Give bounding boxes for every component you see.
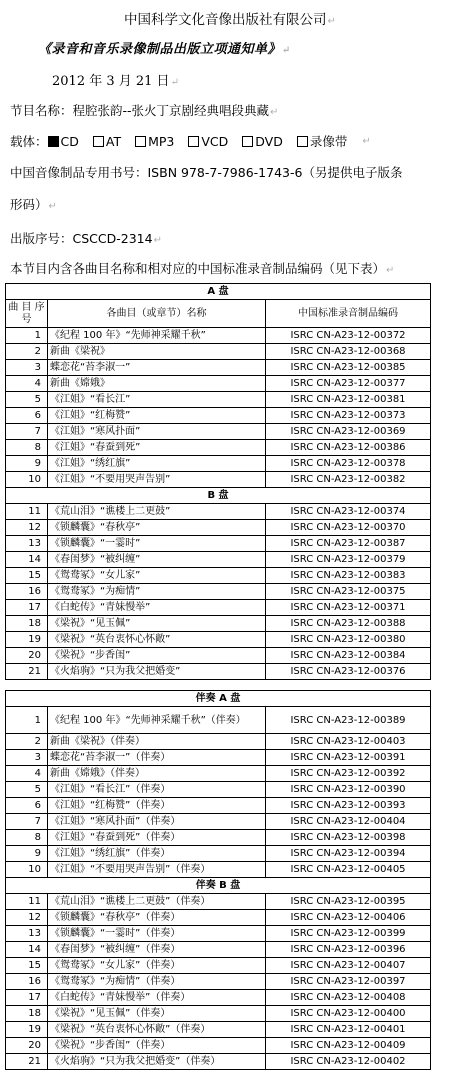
- track-number: 1: [6, 328, 48, 344]
- track-name: 《江姐》“看长江”（伴奏）: [48, 782, 266, 798]
- publication-number: 出版序号：CSCCD-2314↵: [10, 231, 162, 246]
- track-number: 5: [6, 392, 48, 408]
- track-name: 《火焰驹》“只为我父把婚变”（伴奏）: [48, 1054, 266, 1070]
- checkbox-icon: [188, 136, 199, 147]
- isrc-code: ISRC CN-A23-12-00409: [266, 1038, 431, 1054]
- track-number: 8: [6, 440, 48, 456]
- track-name: 《鸳鸯冢》“为痴情”（伴奏）: [48, 974, 266, 990]
- isrc-code: ISRC CN-A23-12-00382: [266, 472, 431, 488]
- table-row: [6, 600, 431, 616]
- track-name: 蝶恋花“苔李淑一”: [48, 360, 266, 376]
- track-number: 14: [6, 552, 48, 568]
- track-number: 2: [6, 734, 48, 750]
- media-option[interactable]: [135, 134, 174, 149]
- track-number: 21: [6, 664, 48, 680]
- table-row: [6, 424, 431, 440]
- track-number: 20: [6, 648, 48, 664]
- table-row: [6, 1054, 431, 1070]
- table-row: [6, 552, 431, 568]
- track-name: 《江姐》“寒风扑面”: [48, 424, 266, 440]
- track-number: 5: [6, 782, 48, 798]
- checkbox-icon: [297, 136, 308, 147]
- isrc-code: ISRC CN-A23-12-00387: [266, 536, 431, 552]
- track-name: 蝶恋花“苔李淑一”（伴奏）: [48, 750, 266, 766]
- track-number: 21: [6, 1054, 48, 1070]
- track-name: 《锁麟囊》“春秋亭”: [48, 520, 266, 536]
- checkbox-icon: [93, 136, 104, 147]
- table-row: [6, 664, 431, 680]
- table-intro: 本节目内含各曲目名称和相对应的中国标准录音制品编码（见下表）↵: [10, 261, 395, 276]
- table-row: [6, 1006, 431, 1022]
- table-row: [6, 568, 431, 584]
- table-row: [6, 734, 431, 750]
- track-name: 《火焰驹》“只为我父把婚变”: [48, 664, 266, 680]
- track-number: 3: [6, 360, 48, 376]
- track-number: 13: [6, 536, 48, 552]
- isrc-code: ISRC CN-A23-12-00374: [266, 504, 431, 520]
- isrc-code: ISRC CN-A23-12-00390: [266, 782, 431, 798]
- track-number: 6: [6, 798, 48, 814]
- track-name: 《江姐》“寒风扑面”（伴奏）: [48, 814, 266, 830]
- table-row: [6, 392, 431, 408]
- track-name: 《荒山泪》“谯楼上二更鼓”: [48, 504, 266, 520]
- track-number: 18: [6, 616, 48, 632]
- table-row: [6, 990, 431, 1006]
- isrc-code: ISRC CN-A23-12-00405: [266, 862, 431, 878]
- isrc-code: ISRC CN-A23-12-00381: [266, 392, 431, 408]
- table-row: [6, 504, 431, 520]
- column-header: 中国标准录音制品编码: [266, 300, 431, 328]
- table-row: [6, 782, 431, 798]
- table-row: [6, 616, 431, 632]
- isbn-line: 中国音像制品专用书号：ISBN 978-7-7986-1743-6（另提供电子版条: [10, 165, 403, 180]
- track-table: [5, 283, 431, 680]
- track-number: 19: [6, 1022, 48, 1038]
- isrc-code: ISRC CN-A23-12-00368: [266, 344, 431, 360]
- track-number: 7: [6, 424, 48, 440]
- track-name: 《锁麟囊》“一霎时”（伴奏）: [48, 926, 266, 942]
- track-name: 《梁祝》“英台衷怀心怀敞”: [48, 632, 266, 648]
- table-row: [6, 520, 431, 536]
- media-option[interactable]: [242, 134, 283, 149]
- isrc-code: ISRC CN-A23-12-00392: [266, 766, 431, 782]
- track-name: 《梁祝》“见玉佩”（伴奏）: [48, 1006, 266, 1022]
- isrc-code: ISRC CN-A23-12-00380: [266, 632, 431, 648]
- table-row: [6, 536, 431, 552]
- isrc-code: ISRC CN-A23-12-00369: [266, 424, 431, 440]
- track-name: 《江姐》“春蚕到死”: [48, 440, 266, 456]
- media-carrier-row: 载体： CD AT MP3 VCD DVD 录像带 ↵: [10, 133, 371, 149]
- track-number: 1: [6, 707, 48, 734]
- disc-section-label: A 盘: [6, 284, 431, 300]
- track-name: 新曲《嫦娥》（伴奏）: [48, 766, 266, 782]
- track-number: 17: [6, 990, 48, 1006]
- track-name: 《鸳鸯冢》“女儿家”: [48, 568, 266, 584]
- track-number: 8: [6, 830, 48, 846]
- isrc-code: ISRC CN-A23-12-00389: [266, 707, 431, 734]
- track-number: 18: [6, 1006, 48, 1022]
- media-option[interactable]: [48, 134, 79, 149]
- table-row: [6, 472, 431, 488]
- isrc-code: ISRC CN-A23-12-00388: [266, 616, 431, 632]
- document-date: 2012 年 3 月 21 日↵: [52, 74, 179, 89]
- isrc-code: ISRC CN-A23-12-00401: [266, 1022, 431, 1038]
- track-name: 《江姐》“绣红旗”（伴奏）: [48, 846, 266, 862]
- isrc-code: ISRC CN-A23-12-00407: [266, 958, 431, 974]
- track-name: 《荒山泪》“谯楼上二更鼓”（伴奏）: [48, 894, 266, 910]
- accompaniment-table: [5, 690, 431, 1070]
- isrc-code: ISRC CN-A23-12-00403: [266, 734, 431, 750]
- track-number: 3: [6, 750, 48, 766]
- table-row: [6, 632, 431, 648]
- table-row: [6, 456, 431, 472]
- table-row: [6, 1022, 431, 1038]
- media-option-label: 录像带: [309, 134, 348, 149]
- track-number: 15: [6, 568, 48, 584]
- table-row: [6, 830, 431, 846]
- table-row: [6, 648, 431, 664]
- track-number: 16: [6, 584, 48, 600]
- isrc-code: ISRC CN-A23-12-00384: [266, 648, 431, 664]
- table-row: [6, 974, 431, 990]
- track-number: 6: [6, 408, 48, 424]
- disc-section-row: [6, 488, 431, 504]
- table-row: [6, 584, 431, 600]
- media-option-label: MP3: [148, 133, 175, 149]
- track-number: 12: [6, 520, 48, 536]
- isrc-code: ISRC CN-A23-12-00406: [266, 910, 431, 926]
- isrc-code: ISRC CN-A23-12-00395: [266, 894, 431, 910]
- disc-section-row: [6, 691, 431, 707]
- track-name: 《江姐》“不要用哭声告别”（伴奏）: [48, 862, 266, 878]
- track-name: 《江姐》“红梅赞”: [48, 408, 266, 424]
- table-header-row: [6, 300, 431, 328]
- table-row: [6, 376, 431, 392]
- isrc-code: ISRC CN-A23-12-00383: [266, 568, 431, 584]
- track-name: 《梁祝》“步香闺”: [48, 648, 266, 664]
- isrc-code: ISRC CN-A23-12-00372: [266, 328, 431, 344]
- track-number: 10: [6, 472, 48, 488]
- track-number: 12: [6, 910, 48, 926]
- track-name: 《锁麟囊》“一霎时”: [48, 536, 266, 552]
- track-number: 20: [6, 1038, 48, 1054]
- table-row: [6, 958, 431, 974]
- track-number: 9: [6, 456, 48, 472]
- isrc-code: ISRC CN-A23-12-00398: [266, 830, 431, 846]
- isrc-code: ISRC CN-A23-12-00375: [266, 584, 431, 600]
- isrc-code: ISRC CN-A23-12-00393: [266, 798, 431, 814]
- table-row: [6, 360, 431, 376]
- track-name: 《春闺梦》“被纠缠”（伴奏）: [48, 942, 266, 958]
- track-name: 《春闺梦》“被纠缠”: [48, 552, 266, 568]
- disc-section-label: 伴奏 B 盘: [6, 878, 431, 894]
- isrc-code: ISRC CN-A23-12-00386: [266, 440, 431, 456]
- track-name: 《江姐》“绣红旗”: [48, 456, 266, 472]
- company-title: 中国科学文化音像出版社有限公司↵: [124, 12, 336, 28]
- track-name: 新曲《梁祝》: [48, 344, 266, 360]
- media-option-label: AT: [105, 133, 122, 149]
- table-row: [6, 862, 431, 878]
- disc-section-label: B 盘: [6, 488, 431, 504]
- media-option[interactable]: [297, 132, 348, 150]
- checkbox-icon: [242, 136, 253, 147]
- table-row: [6, 942, 431, 958]
- track-name: 《锁麟囊》“春秋亭”（伴奏）: [48, 910, 266, 926]
- track-name: 《江姐》“红梅赞”（伴奏）: [48, 798, 266, 814]
- isrc-code: ISRC CN-A23-12-00376: [266, 664, 431, 680]
- table-row: [6, 894, 431, 910]
- isrc-code: ISRC CN-A23-12-00396: [266, 942, 431, 958]
- track-number: 11: [6, 894, 48, 910]
- isrc-code: ISRC CN-A23-12-00370: [266, 520, 431, 536]
- table-row: [6, 440, 431, 456]
- table-row: [6, 1038, 431, 1054]
- table-row: [6, 910, 431, 926]
- track-number: 10: [6, 862, 48, 878]
- isbn-line-continued: 形码）↵: [10, 197, 57, 212]
- track-number: 19: [6, 632, 48, 648]
- isrc-code: ISRC CN-A23-12-00385: [266, 360, 431, 376]
- program-name: 节目名称：程腔张韵--张火丁京剧经典唱段典藏↵: [10, 103, 279, 118]
- column-header: 曲 目 序号: [6, 300, 48, 328]
- media-option-label: CD: [60, 133, 79, 149]
- media-option[interactable]: [188, 134, 228, 149]
- track-number: 4: [6, 766, 48, 782]
- isrc-code: ISRC CN-A23-12-00402: [266, 1054, 431, 1070]
- media-label: 载体：: [10, 134, 48, 149]
- isrc-code: ISRC CN-A23-12-00408: [266, 990, 431, 1006]
- table-row: [6, 344, 431, 360]
- isrc-code: ISRC CN-A23-12-00399: [266, 926, 431, 942]
- media-option-label: DVD: [255, 133, 283, 149]
- table-row: [6, 408, 431, 424]
- isrc-code: ISRC CN-A23-12-00404: [266, 814, 431, 830]
- track-name: 《梁祝》“步香闺”（伴奏）: [48, 1038, 266, 1054]
- track-name: 《白蛇传》“青妹慢举”（伴奏）: [48, 990, 266, 1006]
- checked-box-icon: [48, 136, 59, 147]
- track-number: 15: [6, 958, 48, 974]
- track-number: 16: [6, 974, 48, 990]
- disc-section-label: 伴奏 A 盘: [6, 691, 431, 707]
- track-number: 7: [6, 814, 48, 830]
- disc-section-row: [6, 878, 431, 894]
- table-row: [6, 798, 431, 814]
- track-name: 新曲《嫦娥》: [48, 376, 266, 392]
- isrc-code: ISRC CN-A23-12-00378: [266, 456, 431, 472]
- checkbox-icon: [135, 136, 146, 147]
- disc-section-row: [6, 284, 431, 300]
- isrc-code: ISRC CN-A23-12-00371: [266, 600, 431, 616]
- media-option[interactable]: [93, 134, 121, 149]
- table-row: [6, 846, 431, 862]
- isrc-code: ISRC CN-A23-12-00400: [266, 1006, 431, 1022]
- track-name: 《梁祝》“见玉佩”: [48, 616, 266, 632]
- isrc-code: ISRC CN-A23-12-00377: [266, 376, 431, 392]
- table-row: [6, 814, 431, 830]
- track-number: 17: [6, 600, 48, 616]
- track-name: 《白蛇传》“青妹慢举”: [48, 600, 266, 616]
- document-subtitle: 《录音和音乐录像制品出版立项通知单》↵: [38, 42, 291, 57]
- table-row: [6, 750, 431, 766]
- media-option-label: VCD: [201, 133, 229, 149]
- column-header: 各曲目（或章节）名称: [48, 300, 266, 328]
- track-name: 《江姐》“不要用哭声告别”: [48, 472, 266, 488]
- track-number: 13: [6, 926, 48, 942]
- track-name: 《江姐》“春蚕到死”（伴奏）: [48, 830, 266, 846]
- track-name: 《江姐》“看长江”: [48, 392, 266, 408]
- table-row: [6, 766, 431, 782]
- isrc-code: ISRC CN-A23-12-00394: [266, 846, 431, 862]
- isrc-code: ISRC CN-A23-12-00397: [266, 974, 431, 990]
- table-row: [6, 926, 431, 942]
- track-name: 《纪程 100 年》“先师神采耀千秋”: [48, 328, 266, 344]
- isrc-code: ISRC CN-A23-12-00379: [266, 552, 431, 568]
- isrc-code: ISRC CN-A23-12-00373: [266, 408, 431, 424]
- track-name: 《鸳鸯冢》“为痴情”: [48, 584, 266, 600]
- table-row: [6, 328, 431, 344]
- track-number: 14: [6, 942, 48, 958]
- track-name: 新曲《梁祝》（伴奏）: [48, 734, 266, 750]
- track-number: 4: [6, 376, 48, 392]
- isrc-code: ISRC CN-A23-12-00391: [266, 750, 431, 766]
- track-name: 《纪程 100 年》“先师神采耀千秋”（伴奏）: [48, 707, 266, 734]
- track-name: 《梁祝》“英台衷怀心怀敞”（伴奏）: [48, 1022, 266, 1038]
- track-number: 2: [6, 344, 48, 360]
- track-name: 《鸳鸯冢》“女儿家”（伴奏）: [48, 958, 266, 974]
- table-row: [6, 707, 431, 734]
- track-number: 9: [6, 846, 48, 862]
- track-number: 11: [6, 504, 48, 520]
